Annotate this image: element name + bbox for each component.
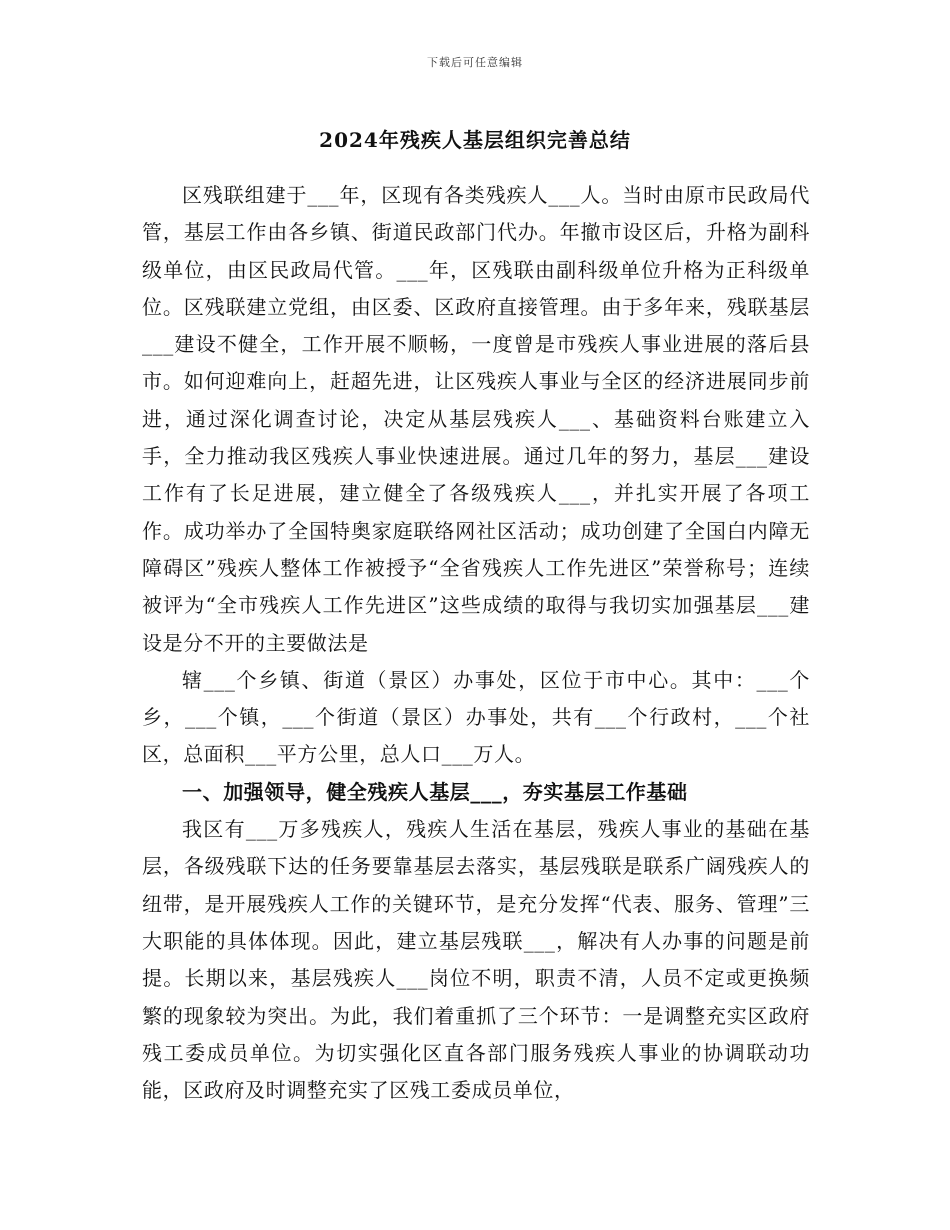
document-title: 2024年残疾人基层组织完善总结 [319, 128, 631, 152]
section-heading-1: 一、加强领导，健全残疾人基层___，夯实基层工作基础 [182, 779, 688, 804]
document-body [142, 177, 810, 1109]
paragraph-jurisdiction: 辖___个乡镇、街道（景区）办事处，区位于市中心。其中：___个乡，___个镇，___个街道（景区）办事处，共有___个行政村，___个社区，总面积___平方公里，总人口___万人。 [142, 667, 810, 767]
header-note: 下载后可任意编辑 [427, 56, 523, 69]
paragraph-section-1: 我区有___万多残疾人，残疾人生活在基层，残疾人事业的基础在基层，各级残联下达的任务要靠基层去落实，基层残联是联系广阔残疾人的纽带，是开展残疾人工作的关键环节，是充分发挥“代表、服务、管理”三大职能的具体体现。因此，建立基层残联___，解决有人办事的问题是前提。长期以来，基层残疾人___岗位不明，职责不清，人员不定或更换频繁的现象较为突出。为此，我们着重抓了三个环节：一是调整充实区政府残工委成员单位。为切实强化区直各部门服务残疾人事业的协调联动功能，区政府及时调整充实了区残工委成员单位， [142, 817, 810, 1103]
paragraph-intro: 区残联组建于___年，区现有各类残疾人___人。当时由原市民政局代管，基层工作由各乡镇、街道民政部门代办。年撤市设区后，升格为副科级单位，由区民政局代管。___年，区残联由副科级单位升格为正科级单位。区残联建立党组，由区委、区政府直接管理。由于多年来，残联基层___建设不健全，工作开展不顺畅，一度曾是市残疾人事业进展的落后县市。如何迎难向上，赶超先进，让区残疾人事业与全区的经济进展同步前进，通过深化调查讨论，决定从基层残疾人___、基础资料台账建立入手，全力推动我区残疾人事业快速进展。通过几年的努力，基层___建设工作有了长足进展，建立健全了各级残疾人___，并扎实开展了各项工作。成功举办了全国特奥家庭联络网社区活动；成功创建了全国白内障无障碍区”残疾人整体工作被授予“全省残疾人工作先进区”荣誉称号；连续被评为“全市残疾人工作先进区”这些成绩的取得与我切实加强基层___建设是分不开的主要做法是 [142, 183, 810, 655]
